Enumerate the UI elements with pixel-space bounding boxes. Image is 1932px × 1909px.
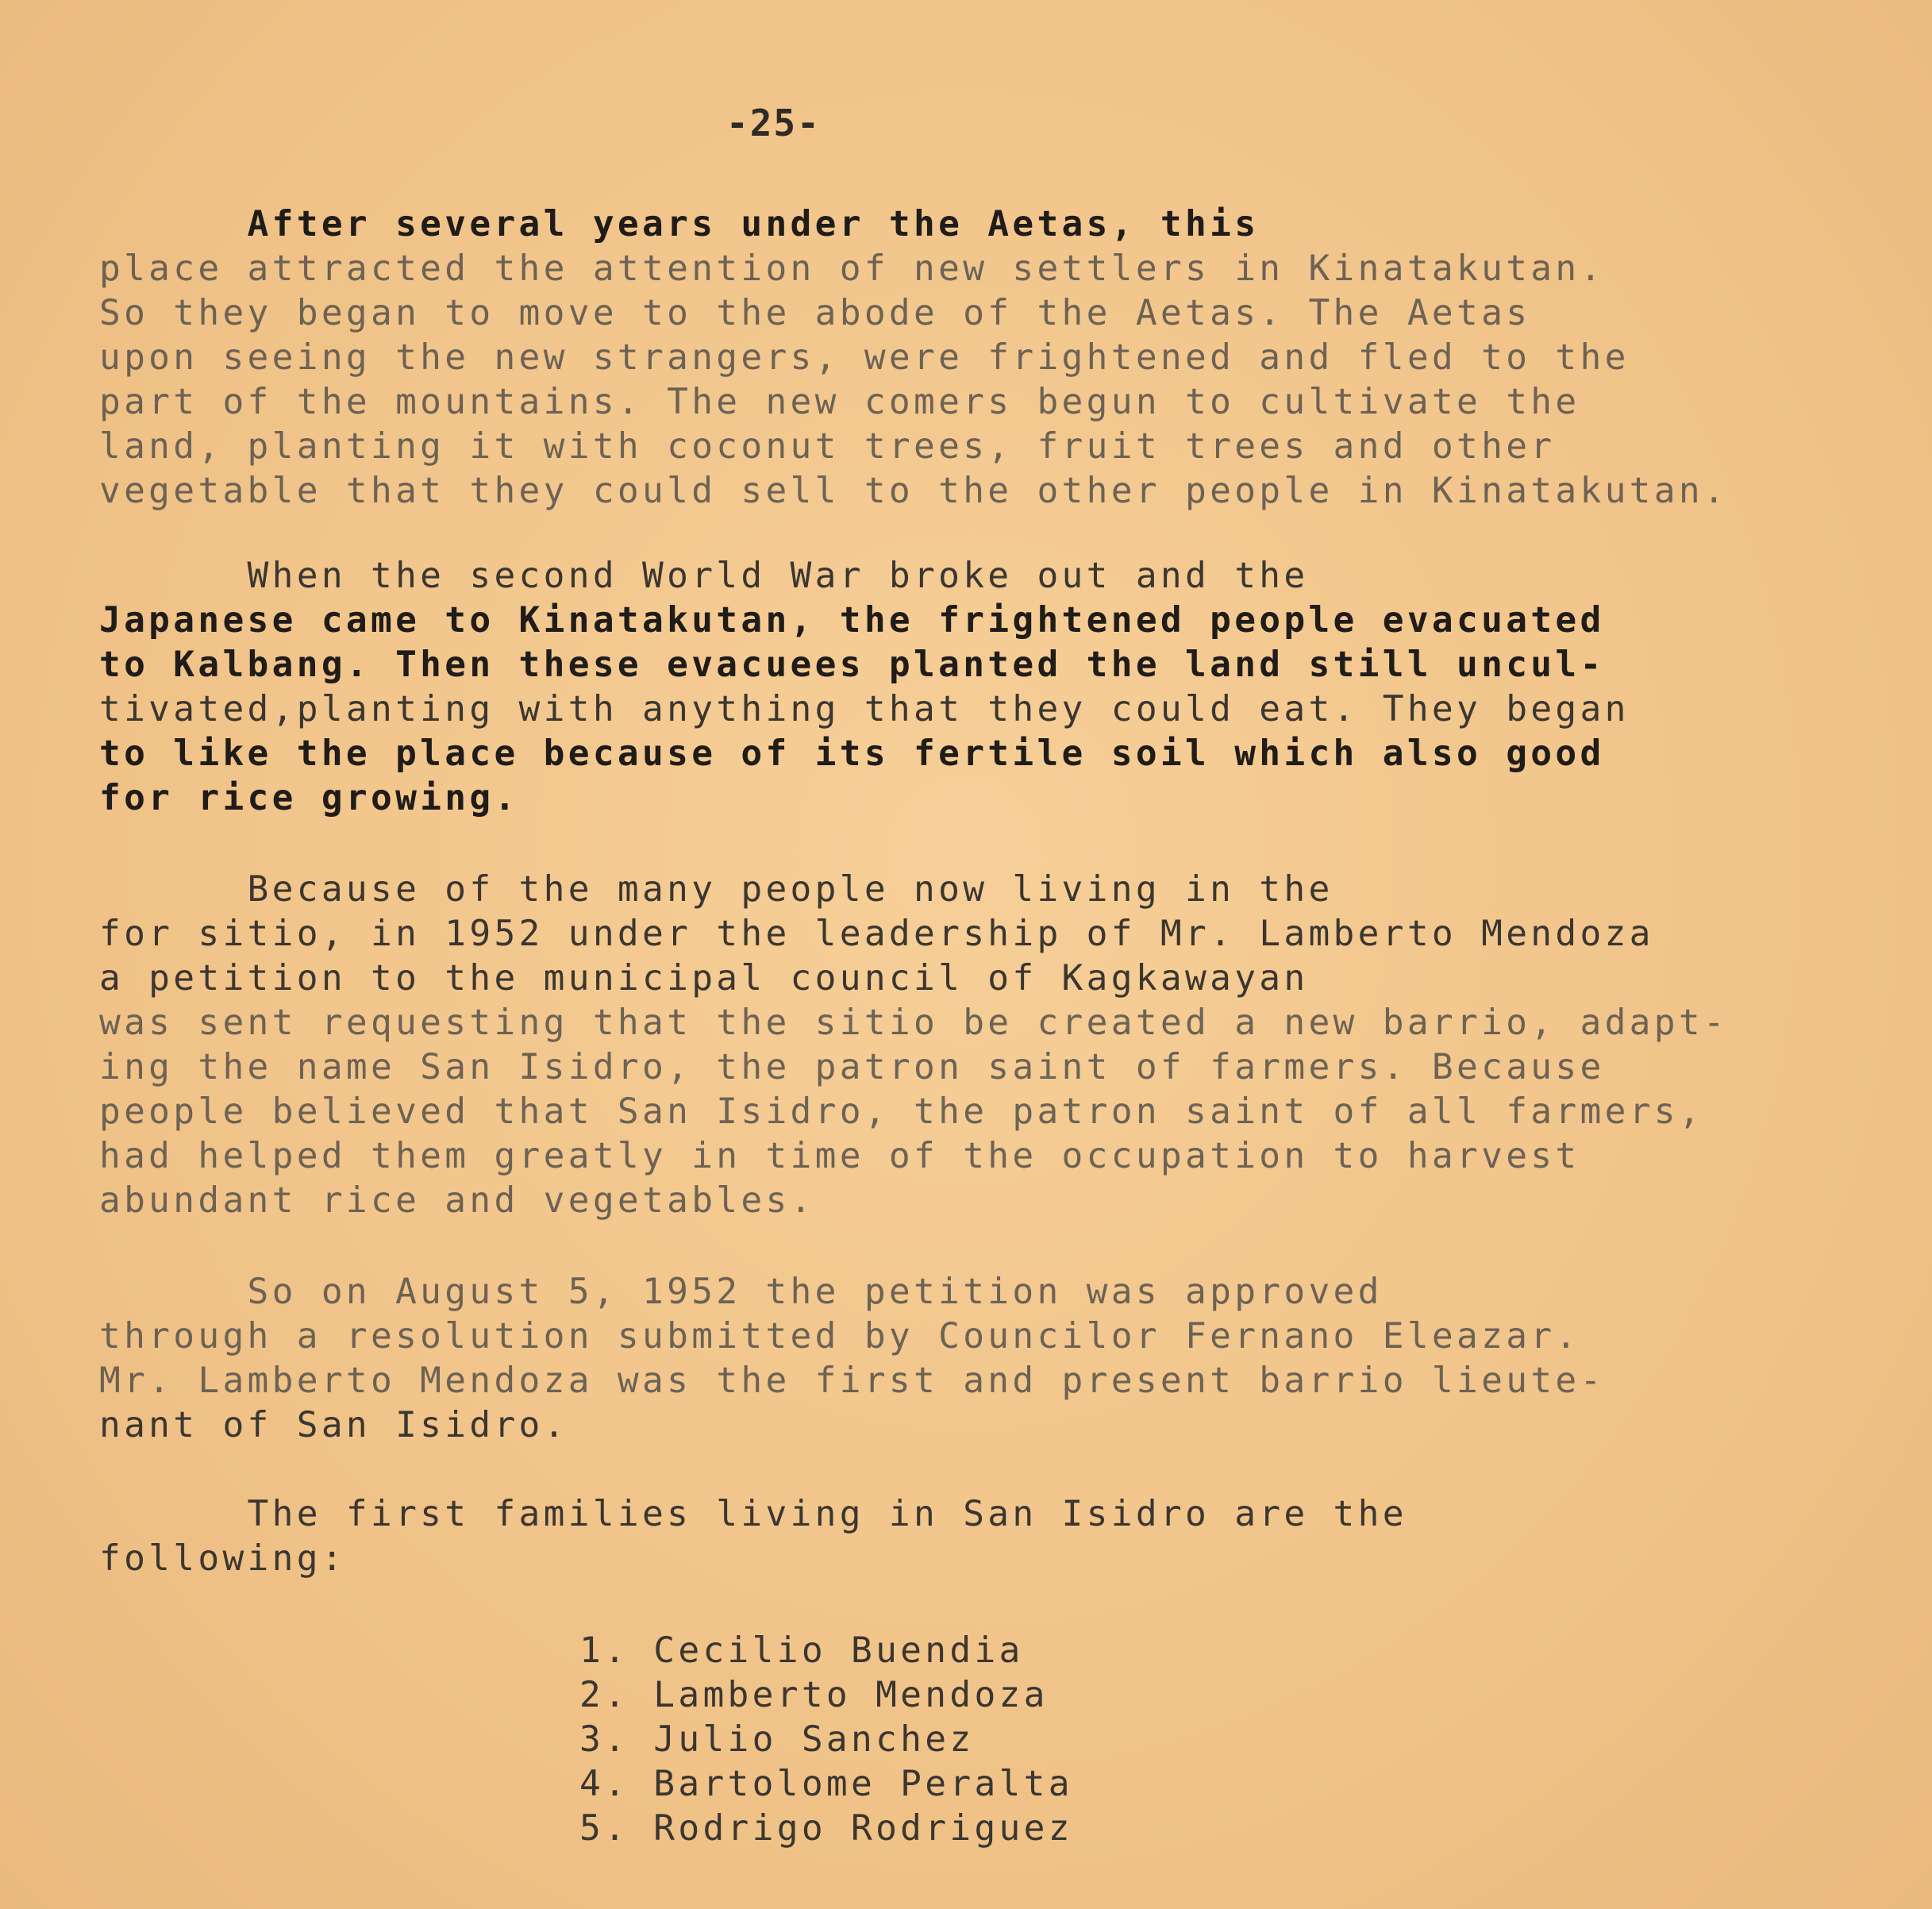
text-line: to like the place because of its fertile soil which also good <box>99 733 1605 774</box>
text-line: part of the mountains. The new comers begun to cultivate the <box>99 382 1580 422</box>
list-item: 2. Lamberto Mendoza <box>579 1675 1049 1715</box>
text-line: So they began to move to the abode of the Aetas. The Aetas <box>99 293 1531 333</box>
text-line: land, planting it with coconut trees, fruit trees and other <box>99 426 1556 467</box>
text-line: to Kalbang. Then these evacuees planted the land still uncul- <box>99 645 1605 685</box>
text-line: for rice growing. <box>99 778 519 818</box>
text-line: was sent requesting that the sitio be created a new barrio, adapt- <box>99 1003 1729 1043</box>
paragraph-3 <box>99 868 1845 1223</box>
text-line: abundant rice and vegetables. <box>99 1180 815 1221</box>
text-line: nant of San Isidro. <box>99 1405 568 1445</box>
list-item: 3. Julio Sanchez <box>579 1719 975 1760</box>
text-line: Japanese came to Kinatakutan, the frightened people evacuated <box>99 600 1605 641</box>
paragraph-5 <box>99 1492 1845 1581</box>
text-line: Because of the many people now living in the <box>99 869 1334 910</box>
list-item: 4. Bartolome Peralta <box>579 1764 1073 1804</box>
text-line: After several years under the Aetas, this <box>99 204 1260 244</box>
text-line: tivated,planting with anything that they could eat. They began <box>99 689 1630 729</box>
text-line: a petition to the municipal council of Kagkawayan <box>99 958 1309 999</box>
families-list <box>579 1629 1073 1851</box>
text-line: Mr. Lamberto Mendoza was the first and present barrio lieute- <box>99 1361 1605 1401</box>
text-line: people believed that San Isidro, the patron saint of all farmers, <box>99 1091 1703 1132</box>
text-line: had helped them greatly in time of the occupation to harvest <box>99 1136 1580 1176</box>
page-number: -25- <box>726 102 821 144</box>
text-line: When the second World War broke out and the <box>99 556 1309 596</box>
text-line: place attracted the attention of new settlers in Kinatakutan. <box>99 248 1605 289</box>
paragraph-4 <box>99 1270 1845 1448</box>
paragraph-1 <box>99 202 1845 514</box>
text-line: So on August 5, 1952 the petition was approved <box>99 1272 1383 1312</box>
text-line: The first families living in San Isidro are the <box>99 1494 1407 1534</box>
list-item: 5. Rodrigo Rodriguez <box>579 1808 1073 1849</box>
text-line: through a resolution submitted by Councilor Fernano Eleazar. <box>99 1316 1580 1357</box>
text-line: following: <box>99 1538 346 1579</box>
text-line: upon seeing the new strangers, were frightened and fled to the <box>99 337 1630 378</box>
list-item: 1. Cecilio Buendia <box>579 1630 1024 1671</box>
text-line: vegetable that they could sell to the other people in Kinatakutan. <box>99 471 1729 511</box>
paragraph-2 <box>99 554 1845 821</box>
text-line: for sitio, in 1952 under the leadership of Mr. Lamberto Mendoza <box>99 914 1654 954</box>
text-line: ing the name San Isidro, the patron saint of farmers. Because <box>99 1047 1605 1087</box>
